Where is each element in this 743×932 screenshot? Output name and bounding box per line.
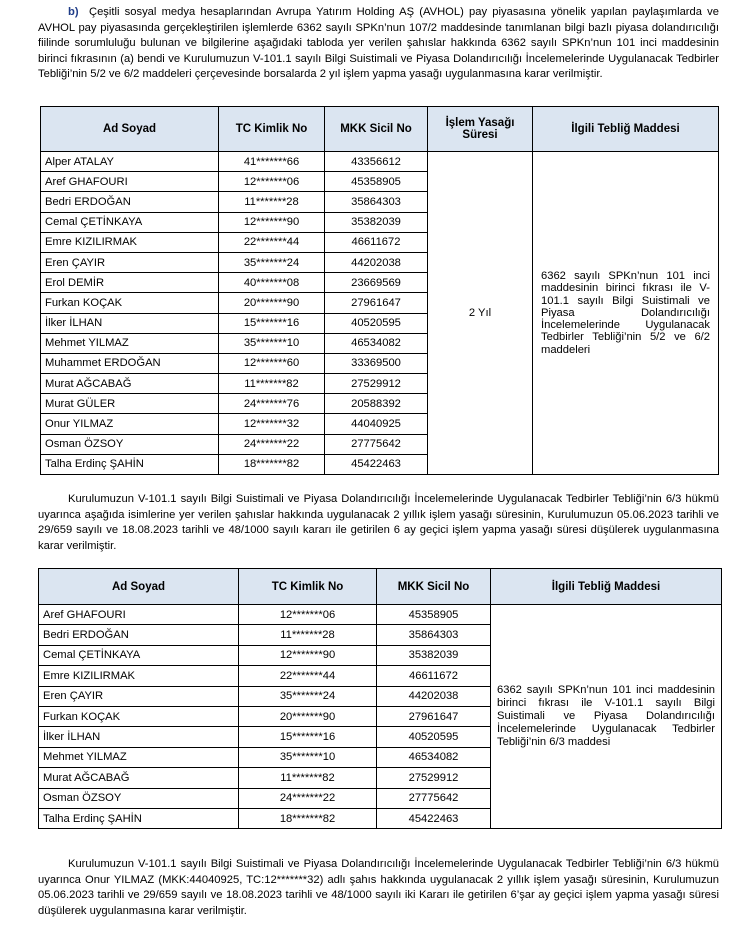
mkk-cell: 35864303 xyxy=(377,625,491,645)
mkk-cell: 20588392 xyxy=(325,394,428,414)
mkk-cell: 45358905 xyxy=(325,172,428,192)
tc-cell: 15*******16 xyxy=(219,313,325,333)
tc-cell: 22*******44 xyxy=(239,666,377,686)
tc-cell: 15*******16 xyxy=(239,727,377,747)
header-name: Ad Soyad xyxy=(41,107,219,152)
name-cell: Cemal ÇETİNKAYA xyxy=(39,645,239,665)
tc-cell: 20*******90 xyxy=(239,706,377,726)
tc-cell: 35*******10 xyxy=(219,333,325,353)
mkk-cell: 40520595 xyxy=(377,727,491,747)
tc-cell: 11*******82 xyxy=(219,374,325,394)
name-cell: Eren ÇAYIR xyxy=(39,686,239,706)
header-ban-duration: İşlem Yasağı Süresi xyxy=(428,107,533,152)
header-mkk: MKK Sicil No xyxy=(377,569,491,605)
mkk-cell: 27529912 xyxy=(325,374,428,394)
name-cell: Bedri ERDOĞAN xyxy=(41,192,219,212)
name-cell: Cemal ÇETİNKAYA xyxy=(41,212,219,232)
name-cell: Aref GHAFOURI xyxy=(39,605,239,625)
tc-cell: 12*******06 xyxy=(239,605,377,625)
name-cell: Murat GÜLER xyxy=(41,394,219,414)
name-cell: İlker İLHAN xyxy=(39,727,239,747)
mkk-cell: 27775642 xyxy=(377,788,491,808)
header-tc: TC Kimlik No xyxy=(219,107,325,152)
ban-duration-cell: 2 Yıl xyxy=(428,152,533,475)
name-cell: Talha Erdinç ŞAHİN xyxy=(39,808,239,828)
header-article: İlgili Tebliğ Maddesi xyxy=(533,107,719,152)
name-cell: Murat AĞCABAĞ xyxy=(41,374,219,394)
mkk-cell: 46611672 xyxy=(377,666,491,686)
mkk-cell: 45422463 xyxy=(325,454,428,474)
tc-cell: 12*******90 xyxy=(219,212,325,232)
name-cell: Furkan KOÇAK xyxy=(39,706,239,726)
name-cell: Talha Erdinç ŞAHİN xyxy=(41,454,219,474)
intro-paragraph xyxy=(38,5,719,83)
mkk-cell: 46534082 xyxy=(377,747,491,767)
name-cell: Onur YILMAZ xyxy=(41,414,219,434)
mkk-cell: 27529912 xyxy=(377,768,491,788)
intro-text: Çeşitli sosyal medya hesaplarından Avrupa Yatırım Holding AŞ (AVHOL) pay piyasasına yönelik yapılan paylaşımlarda ve AVHOL pay piyasasında gerçekleştirilen işlemlerde 6362 sayılı SPKn’nun 107/2 maddesinde tanımlanan bilgi bazlı piyasa dolandırıcılığı fiilinde sorumluluğu bulunan ve bilgilerine aşağıdaki tabloda yer verilen şahıslar hakkında 6362 sayılı SPKn’nun 101 inci maddesinin birinci fıkrasının (a) bendi ve Kurulumuzun V-101.1 sayılı Bilgi Suistimali ve Piyasa Dolandırıcılığı İncelemelerinde Uygulanacak Tedbirler Tebliği’nin 5/2 ve 6/2 maddeleri çerçevesinde borsalarda 2 yıl işlem yapma yasağı uygulanmasına karar verilmiştir. xyxy=(38,6,719,81)
table-row xyxy=(41,152,719,172)
mkk-cell: 45358905 xyxy=(377,605,491,625)
item-label: b) xyxy=(68,6,79,18)
paragraph-3: Kurulumuzun V-101.1 sayılı Bilgi Suistimali ve Piyasa Dolandırıcılığı İncelemelerinde Uygulanacak Tedbirler Tebliği’nin 6/3 hükmü uyarınca Onur YILMAZ (MKK:44040925, TC:12*******32) adlı şahıs hakkında uygulanacak 2 yıllık işlem yasağı süresinin, Kurulumuzun 05.06.2023 tarihli ve 29/659 sayılı ve 18.08.2023 tarihli ve 48/1000 sayılı iki Kararı ile getirilen 6’şar ay geçici işlem yapma yasağı süresi düşülerek uygulanmasına karar verilmiştir. xyxy=(38,858,719,917)
mkk-cell: 23669569 xyxy=(325,273,428,293)
mkk-cell: 44202038 xyxy=(377,686,491,706)
name-cell: Aref GHAFOURI xyxy=(41,172,219,192)
name-cell: Emre KIZILIRMAK xyxy=(39,666,239,686)
tc-cell: 24*******76 xyxy=(219,394,325,414)
tc-cell: 12*******32 xyxy=(219,414,325,434)
mkk-cell: 27961647 xyxy=(377,706,491,726)
mkk-cell: 35864303 xyxy=(325,192,428,212)
tc-cell: 20*******90 xyxy=(219,293,325,313)
mkk-cell: 27775642 xyxy=(325,434,428,454)
tc-cell: 12*******60 xyxy=(219,353,325,373)
ban-table-1 xyxy=(40,106,719,475)
tc-cell: 24*******22 xyxy=(239,788,377,808)
tc-cell: 35*******24 xyxy=(219,252,325,272)
name-cell: Osman ÖZSOY xyxy=(39,788,239,808)
mkk-cell: 27961647 xyxy=(325,293,428,313)
tc-cell: 41*******66 xyxy=(219,152,325,172)
tc-cell: 18*******82 xyxy=(219,454,325,474)
article-cell: 6362 sayılı SPKn’nun 101 inci maddesinin birinci fıkrası ile V-101.1 sayılı Bilgi Suistimali ve Piyasa Dolandırıcılığı İncelemelerinde Uygulanacak Tedbirler Tebliği’nin 6/3 maddesi xyxy=(491,605,722,829)
ban-table-2 xyxy=(38,568,722,829)
article-cell: 6362 sayılı SPKn’nun 101 inci maddesinin birinci fıkrası ile V-101.1 sayılı Bilgi Suistimali ve Piyasa Dolandırıcılığı İncelemelerinde Uygulanacak Tedbirler Tebliği’nin 5/2 ve 6/2 maddeleri xyxy=(533,152,719,475)
mkk-cell: 40520595 xyxy=(325,313,428,333)
tc-cell: 22*******44 xyxy=(219,232,325,252)
name-cell: Eren ÇAYIR xyxy=(41,252,219,272)
tc-cell: 12*******06 xyxy=(219,172,325,192)
name-cell: İlker İLHAN xyxy=(41,313,219,333)
tc-cell: 12*******90 xyxy=(239,645,377,665)
mkk-cell: 33369500 xyxy=(325,353,428,373)
name-cell: Erol DEMİR xyxy=(41,273,219,293)
tc-cell: 24*******22 xyxy=(219,434,325,454)
mkk-cell: 46611672 xyxy=(325,232,428,252)
header-tc: TC Kimlik No xyxy=(239,569,377,605)
name-cell: Mehmet YILMAZ xyxy=(39,747,239,767)
name-cell: Mehmet YILMAZ xyxy=(41,333,219,353)
mkk-cell: 35382039 xyxy=(325,212,428,232)
mkk-cell: 44040925 xyxy=(325,414,428,434)
tc-cell: 11*******82 xyxy=(239,768,377,788)
tc-cell: 35*******24 xyxy=(239,686,377,706)
tc-cell: 11*******28 xyxy=(219,192,325,212)
tc-cell: 18*******82 xyxy=(239,808,377,828)
tc-cell: 40*******08 xyxy=(219,273,325,293)
tc-cell: 11*******28 xyxy=(239,625,377,645)
name-cell: Furkan KOÇAK xyxy=(41,293,219,313)
mkk-cell: 43356612 xyxy=(325,152,428,172)
name-cell: Muhammet ERDOĞAN xyxy=(41,353,219,373)
header-mkk: MKK Sicil No xyxy=(325,107,428,152)
name-cell: Osman ÖZSOY xyxy=(41,434,219,454)
table-header-row xyxy=(39,569,722,605)
name-cell: Murat AĞCABAĞ xyxy=(39,768,239,788)
name-cell: Bedri ERDOĞAN xyxy=(39,625,239,645)
paragraph-2: Kurulumuzun V-101.1 sayılı Bilgi Suistimali ve Piyasa Dolandırıcılığı İncelemelerinde Uygulanacak Tedbirler Tebliği’nin 6/3 hükmü uyarınca aşağıda isimlerine yer verilen şahıslar hakkında uygulanacak 2 yıllık işlem yasağı süresinin, Kurulumuzun 05.06.2023 tarihli ve 29/659 sayılı ve 18.08.2023 tarihli ve 48/1000 sayılı kararı ile getirilen 6 ay geçici işlem yapma yasağı süresi düşülerek uygulanmasına karar verilmiştir. xyxy=(38,493,719,552)
mkk-cell: 35382039 xyxy=(377,645,491,665)
name-cell: Alper ATALAY xyxy=(41,152,219,172)
header-name: Ad Soyad xyxy=(39,569,239,605)
name-cell: Emre KIZILIRMAK xyxy=(41,232,219,252)
mkk-cell: 46534082 xyxy=(325,333,428,353)
mkk-cell: 44202038 xyxy=(325,252,428,272)
table-row xyxy=(39,605,722,625)
tc-cell: 35*******10 xyxy=(239,747,377,767)
table-header-row xyxy=(41,107,719,152)
mkk-cell: 45422463 xyxy=(377,808,491,828)
header-article: İlgili Tebliğ Maddesi xyxy=(491,569,722,605)
